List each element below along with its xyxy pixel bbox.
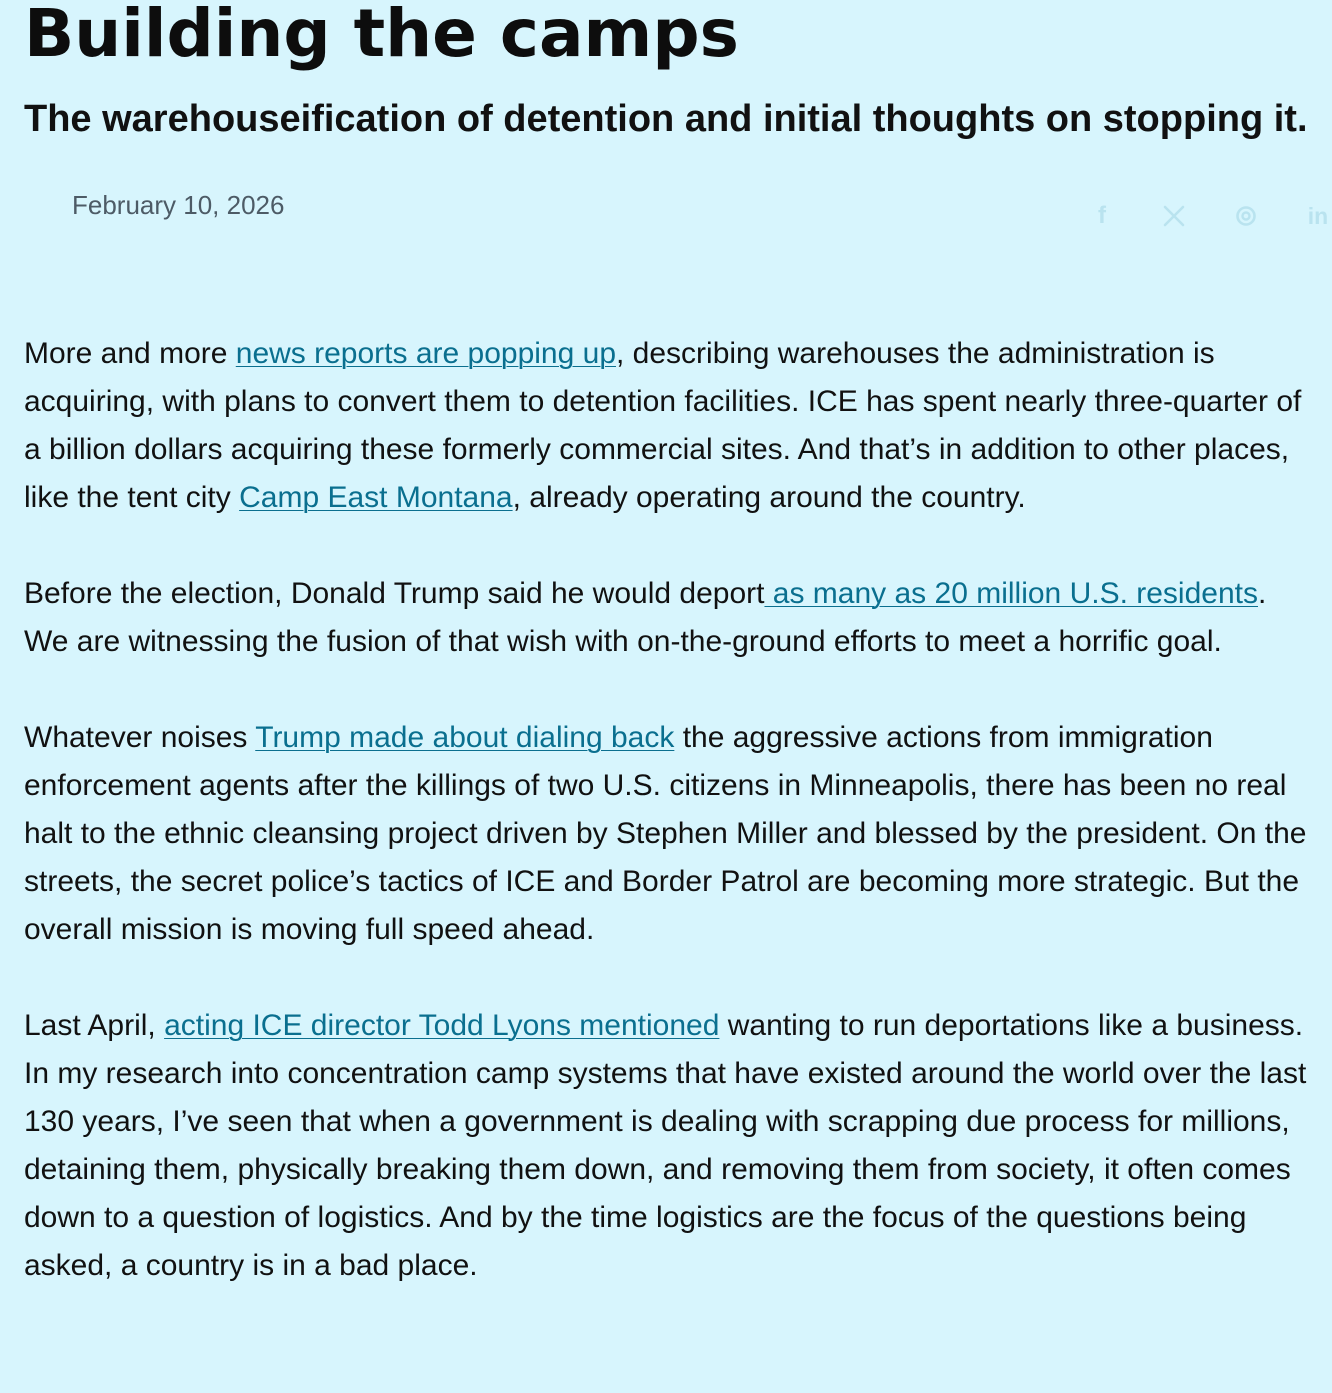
paragraph-text: More and more [24,337,236,370]
todd-lyons-link[interactable]: acting ICE director Todd Lyons mentioned [164,1009,720,1042]
threads-icon[interactable] [1232,202,1260,230]
x-icon[interactable] [1160,202,1188,230]
paragraph-4 [24,1002,1314,1290]
paragraph-text: wanting to run deportations like a business. In my research into concentration camp systems that have existed around the world over the last 130 years, I’ve seen that when a government is dealing with scrapping due process for millions, detaining them, physically breaking them down, and removing them from society, it often comes down to a question of logistics. And by the time logistics are the focus of the questions being asked, a country is in a bad place. [24,1009,1307,1282]
paragraph-text: Before the election, Donald Trump said he would deport [24,577,765,610]
paragraph-2 [24,570,1314,666]
paragraph-1 [24,330,1314,522]
paragraph-text: the aggressive actions from immigration enforcement agents after the killings of two U.S. citizens in Minneapolis, there has been no real halt to the ethnic cleansing project driven by Stephen Miller and blessed by the president. On the streets, the secret police’s tactics of ICE and Border Patrol are becoming more strategic. But the overall mission is moving full speed ahead. [24,721,1307,946]
news-reports-link[interactable]: news reports are popping up [235,337,617,370]
paragraph-text: , describing warehouses the administration is acquiring, with plans to convert them to detention facilities. ICE has spent nearly three-quarter of a billion dollars acquiring these formerly commercial sites. And that’s in addition to other places, like the tent city [24,337,1302,514]
paragraph-text: , already operating around the country. [512,481,1026,514]
dialing-back-link[interactable]: Trump made about dialing back [255,721,675,754]
article-title: Building the camps [24,0,739,72]
paragraph-3 [24,714,1314,954]
article-meta [24,188,1329,238]
facebook-icon[interactable] [1088,202,1116,230]
share-bar [1074,202,1329,230]
linkedin-label: in [1307,203,1329,229]
camp-east-montana-link[interactable]: Camp East Montana [239,481,513,514]
publish-date: February 10, 2026 [72,190,285,220]
twenty-million-link[interactable]: as many as 20 million U.S. residents [764,577,1258,610]
paragraph-text: Whatever noises [24,721,256,754]
paragraph-text: . We are witnessing the fusion of that wish with on-the-ground efforts to meet a horrific goal. [24,577,1267,658]
linkedin-icon[interactable] [1304,202,1332,230]
paragraph-text: Last April, [24,1009,165,1042]
article-body [24,330,1314,1338]
article-subtitle: The warehouseification of detention and initial thoughts on stopping it. [24,98,1308,140]
facebook-label: f [1098,202,1106,229]
